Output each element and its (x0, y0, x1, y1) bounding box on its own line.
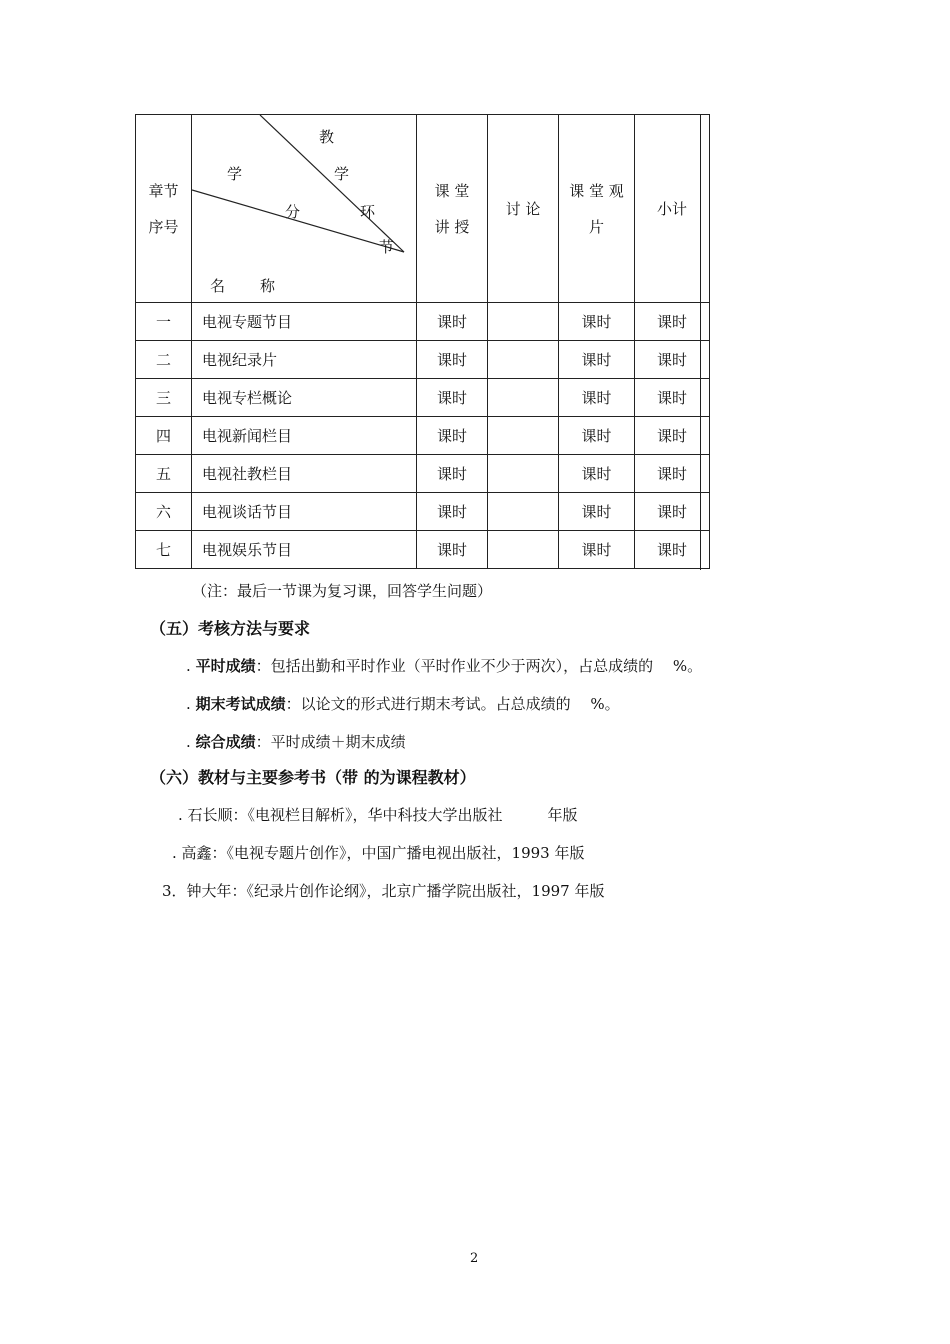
row-discussion-hours (488, 531, 559, 569)
header-lecture (417, 115, 488, 303)
row-number: 五 (136, 455, 192, 493)
row-name: 电视专题节目 (192, 303, 417, 341)
row-number: 三 (136, 379, 192, 417)
table-row (136, 341, 710, 379)
row-name: 电视新闻栏目 (192, 417, 417, 455)
item-prefix: . (186, 657, 191, 675)
reference-3: 3．钟大年：《纪录片创作论纲》，北京广播学院出版社，1997 年版 (162, 882, 605, 900)
reference-1: . 石长顺：《电视栏目解析》，华中科技大学出版社 年版 (178, 806, 578, 824)
row-name: 电视纪录片 (192, 341, 417, 379)
table-double-border (700, 114, 701, 570)
row-lecture-hours: 课时 (417, 341, 488, 379)
row-film-hours: 课时 (559, 417, 635, 455)
row-subtotal-hours: 课时 (635, 455, 710, 493)
section5-heading: （五）考核方法与要求 (150, 619, 311, 638)
row-discussion-hours (488, 493, 559, 531)
header-chapter-line1: 章节 (148, 181, 179, 200)
diag-label-cheng: 称 (260, 277, 276, 295)
row-discussion-hours (488, 379, 559, 417)
row-film-hours: 课时 (559, 493, 635, 531)
row-number: 六 (136, 493, 192, 531)
header-chapter-number (136, 115, 192, 303)
row-number: 二 (136, 341, 192, 379)
table-note: （注：最后一节课为复习课，回答学生问题） (192, 582, 493, 600)
row-number: 一 (136, 303, 192, 341)
row-lecture-hours: 课时 (417, 455, 488, 493)
table-row (136, 417, 710, 455)
row-lecture-hours: 课时 (417, 417, 488, 455)
course-hours-table (135, 114, 710, 569)
row-lecture-hours: 课时 (417, 379, 488, 417)
item-text: ：包括出勤和平时作业（平时作业不少于两次），占总成绩的 %。 (255, 657, 703, 675)
item-text: ：以论文的形式进行期末考试。占总成绩的 %。 (285, 695, 620, 713)
row-subtotal-hours: 课时 (635, 341, 710, 379)
row-film-hours: 课时 (559, 531, 635, 569)
table-row (136, 455, 710, 493)
diag-label-jiao: 教 (319, 128, 335, 146)
item-label: 综合成绩 (195, 733, 256, 751)
row-number: 七 (136, 531, 192, 569)
row-name: 电视谈话节目 (192, 493, 417, 531)
header-subtotal-label: 小计 (656, 200, 687, 218)
diag-label-xue2: 学 (334, 165, 350, 183)
header-discussion (488, 115, 559, 303)
item-prefix: . (186, 695, 191, 713)
row-discussion-hours (488, 455, 559, 493)
row-subtotal-hours: 课时 (635, 417, 710, 455)
row-film-hours: 课时 (559, 455, 635, 493)
table-row (136, 493, 710, 531)
header-subtotal (635, 115, 710, 303)
table-row (136, 303, 710, 341)
diag-label-xue1: 学 (227, 165, 243, 183)
row-subtotal-hours: 课时 (635, 379, 710, 417)
row-number: 四 (136, 417, 192, 455)
item-prefix: . (186, 733, 191, 751)
header-diagonal-cell (192, 115, 417, 303)
assessment-item-2 (186, 693, 620, 714)
diag-label-jie: 节 (379, 238, 395, 256)
header-chapter-line2: 序号 (148, 217, 179, 236)
row-discussion-hours (488, 417, 559, 455)
header-film (559, 115, 635, 303)
diag-label-huan: 环 (360, 203, 376, 221)
table-row (136, 379, 710, 417)
item-text: ：平时成绩＋期末成绩 (255, 733, 406, 751)
row-film-hours: 课时 (559, 303, 635, 341)
reference-2: . 高鑫：《电视专题片创作》，中国广播电视出版社，1993 年版 (172, 844, 585, 862)
item-label: 期末考试成绩 (195, 695, 286, 713)
row-name: 电视专栏概论 (192, 379, 417, 417)
row-name: 电视社教栏目 (192, 455, 417, 493)
item-label: 平时成绩 (195, 657, 256, 675)
assessment-item-1 (186, 655, 702, 676)
row-discussion-hours (488, 341, 559, 379)
page-number: 2 (470, 1251, 479, 1266)
diag-label-ming: 名 (210, 277, 226, 295)
row-lecture-hours: 课时 (417, 493, 488, 531)
header-film-line1: 课 堂 观 (569, 181, 624, 200)
table-row (136, 531, 710, 569)
row-name: 电视娱乐节目 (192, 531, 417, 569)
row-film-hours: 课时 (559, 379, 635, 417)
diag-label-fen: 分 (285, 203, 301, 221)
row-subtotal-hours: 课时 (635, 303, 710, 341)
row-lecture-hours: 课时 (417, 531, 488, 569)
header-lecture-line2: 讲 授 (434, 217, 470, 236)
assessment-item-3 (186, 731, 406, 752)
section6-heading: （六）教材与主要参考书（带 的为课程教材） (150, 768, 476, 787)
row-lecture-hours: 课时 (417, 303, 488, 341)
table-header-row (136, 115, 710, 303)
header-discussion-label: 讨 论 (505, 200, 541, 218)
row-subtotal-hours: 课时 (635, 493, 710, 531)
row-subtotal-hours: 课时 (635, 531, 710, 569)
row-film-hours: 课时 (559, 341, 635, 379)
header-lecture-line1: 课 堂 (434, 181, 470, 200)
header-film-line2: 片 (588, 217, 604, 236)
row-discussion-hours (488, 303, 559, 341)
